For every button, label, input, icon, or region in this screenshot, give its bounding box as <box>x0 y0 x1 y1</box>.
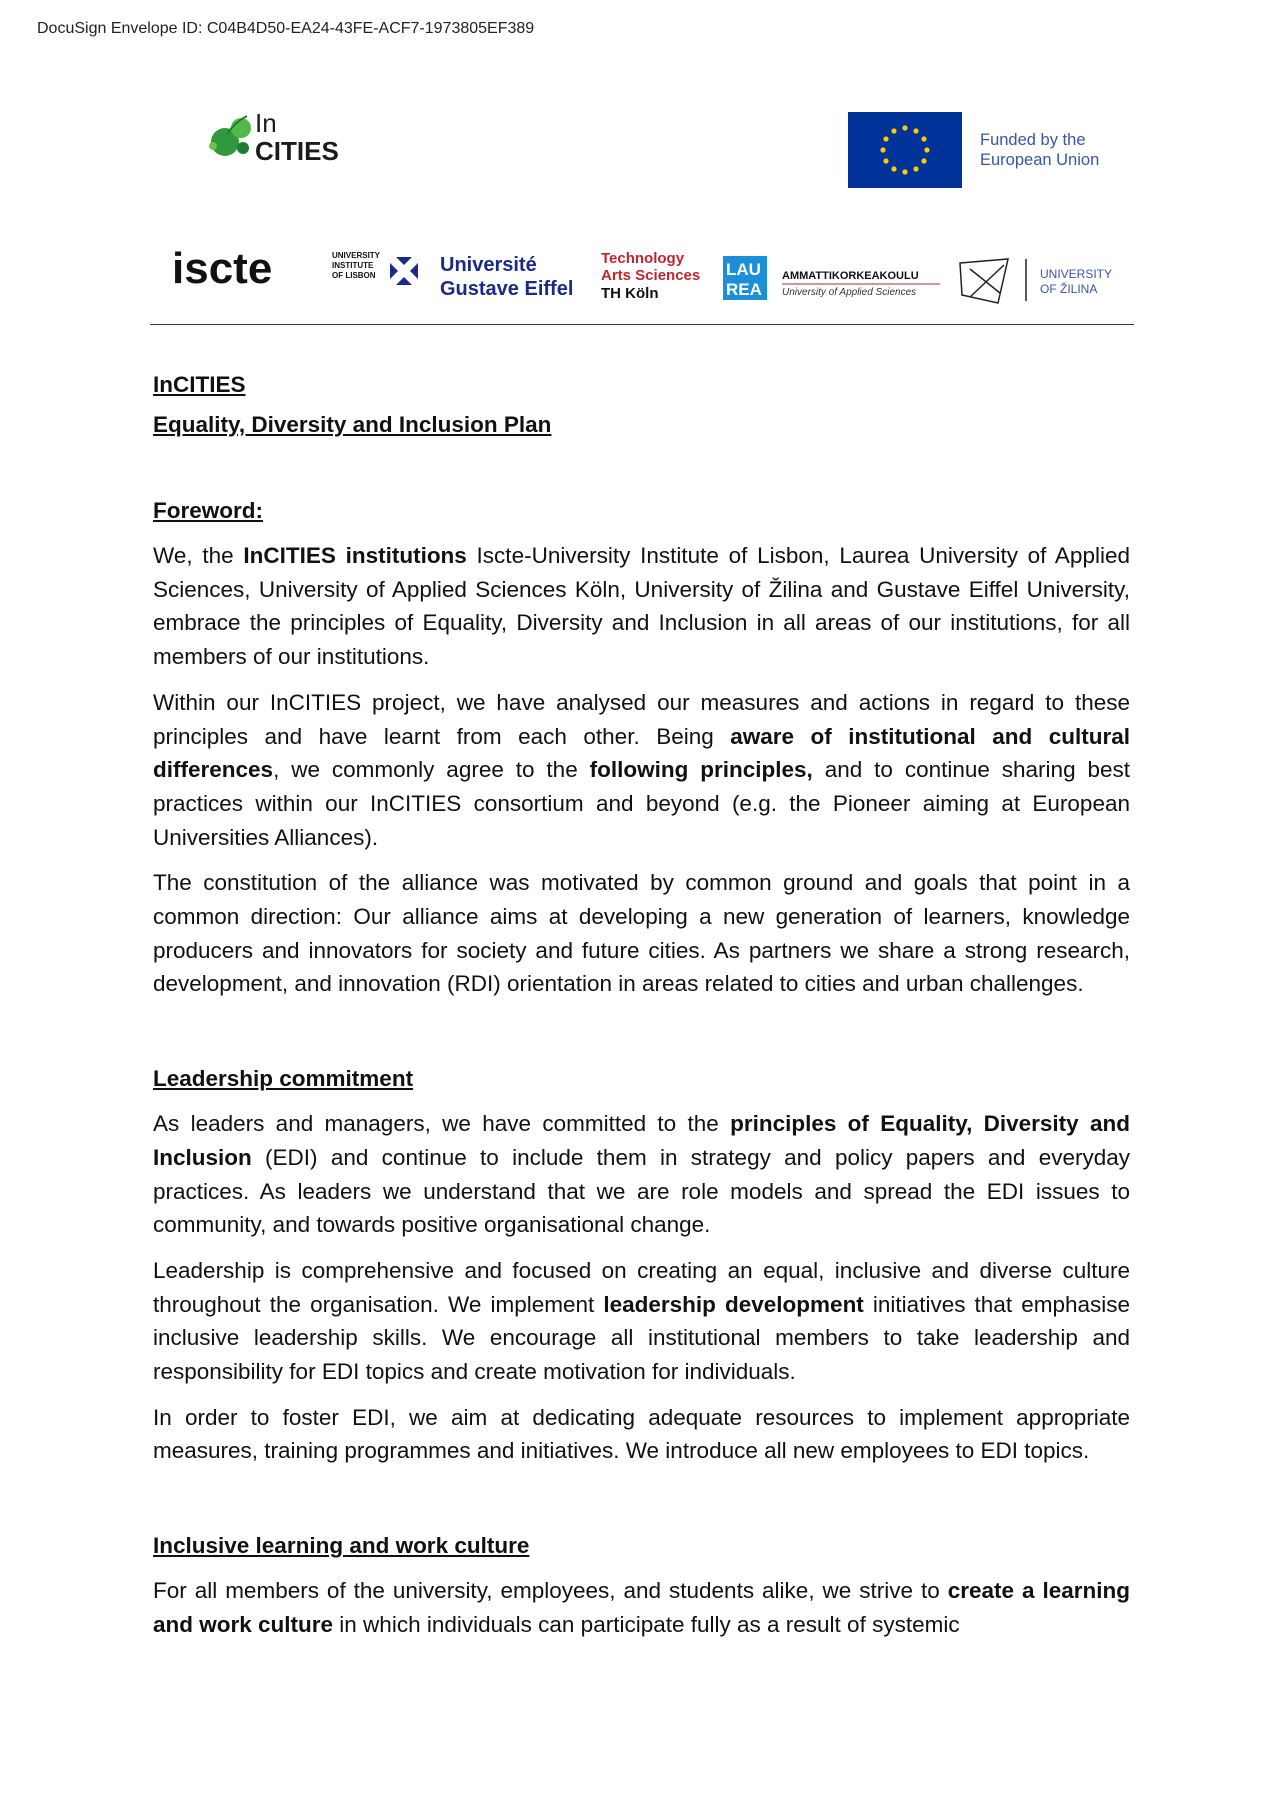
inclusive-heading: Inclusive learning and work culture <box>153 1533 530 1559</box>
zilina-logo <box>960 259 1112 303</box>
eu-flag-icon <box>848 112 962 188</box>
svg-text:In: In <box>255 108 277 138</box>
leadership-paragraph-1: As leaders and managers, we have committed to the principles of Equality, Diversity and Inclusion (EDI) and continue to include them in strategy and policy papers and everyday practices. As leaders we understand that we are role models and spread the EDI issues to community, and towards positive organisational change. <box>153 1111 1130 1238</box>
svg-text:LAU: LAU <box>726 260 761 279</box>
svg-text:Gustave Eiffel: Gustave Eiffel <box>440 278 574 300</box>
incities-logo <box>203 104 353 166</box>
svg-text:AMMATTIKORKEAKOULU: AMMATTIKORKEAKOULU <box>782 270 919 282</box>
svg-text:UNIVERSITY: UNIVERSITY <box>1040 267 1113 281</box>
svg-text:University of Applied Sciences: University of Applied Sciences <box>782 287 917 298</box>
inclusive-paragraph-1: For all members of the university, employees, and students alike, we strive to create a learning and work culture in which individuals can participate fully as a result of systemic <box>153 1578 1131 1637</box>
svg-text:INSTITUTE: INSTITUTE <box>332 261 374 270</box>
foreword-paragraph-1: We, the InCITIES institutions Iscte-University Institute of Lisbon, Laurea University of Applied Sciences, University of Applied Sciences Köln, University of Žilina and Gustave Eiffel University, embrace the principles of Equality, Diversity and Inclusion in all areas of our institutions, for all members of our institutions. <box>153 543 1130 670</box>
svg-text:Arts Sciences: Arts Sciences <box>601 267 701 284</box>
iscte-logo <box>172 244 381 293</box>
svg-text:UNIVERSITY: UNIVERSITY <box>332 251 381 260</box>
svg-text:REA: REA <box>726 280 762 299</box>
doc-title: InCITIES <box>153 372 246 397</box>
svg-text:iscte: iscte <box>172 244 273 293</box>
svg-text:Technology: Technology <box>601 250 685 267</box>
eu-text-line2: European Union <box>980 151 1100 169</box>
foreword-paragraph-2: Within our InCITIES project, we have analysed our measures and actions in regard to these principles and have learnt from each other. Being aware of institutional and cultural differences, we commonly agree to the following principles, and to continue sharing best practices within our InCITIES consortium and beyond (e.g. the Pioneer aiming at European Universities Alliances). <box>153 689 1131 850</box>
th-koeln-logo <box>601 250 700 302</box>
svg-text:OF LISBON: OF LISBON <box>332 271 376 280</box>
svg-text:Université: Université <box>440 254 537 276</box>
foreword-heading: Foreword: <box>153 498 263 523</box>
svg-text:TH Köln: TH Köln <box>601 285 659 302</box>
laurea-logo <box>723 256 940 300</box>
leadership-heading: Leadership commitment <box>153 1066 414 1092</box>
eu-text-line1: Funded by the <box>980 131 1086 149</box>
eu-funding-logo <box>848 112 1099 188</box>
doc-subtitle: Equality, Diversity and Inclusion Plan <box>153 412 552 437</box>
svg-text:CITIES: CITIES <box>255 136 339 166</box>
uge-logo <box>390 254 573 300</box>
docusign-envelope-id: DocuSign Envelope ID: C04B4D50-EA24-43FE-ACF7-1973805EF389 <box>37 20 535 37</box>
leadership-paragraph-3: In order to foster EDI, we aim at dedicating adequate resources to implement appropriate measures, training programmes and initiatives. We introduce all new employees to EDI topics. <box>153 1404 1130 1464</box>
header-divider <box>150 324 1134 325</box>
leadership-paragraph-2: Leadership is comprehensive and focused on creating an equal, inclusive and diverse culture throughout the organisation. We implement leadership development initiatives that emphasise inclusive leadership skills. We encourage all institutional members to take leadership and responsibility for EDI topics and create motivation for individuals. <box>153 1257 1131 1385</box>
foreword-paragraph-3: The constitution of the alliance was motivated by common ground and goals that point in a common direction: Our alliance aims at developing a new generation of learners, knowledge producers and innovators for society and future cities. As partners we share a strong research, development, and innovation (RDI) orientation in areas related to cities and urban challenges. <box>153 870 1130 997</box>
partner-logos <box>170 243 1130 315</box>
document-body <box>153 365 1130 1654</box>
svg-text:OF ŽILINA: OF ŽILINA <box>1040 282 1098 296</box>
